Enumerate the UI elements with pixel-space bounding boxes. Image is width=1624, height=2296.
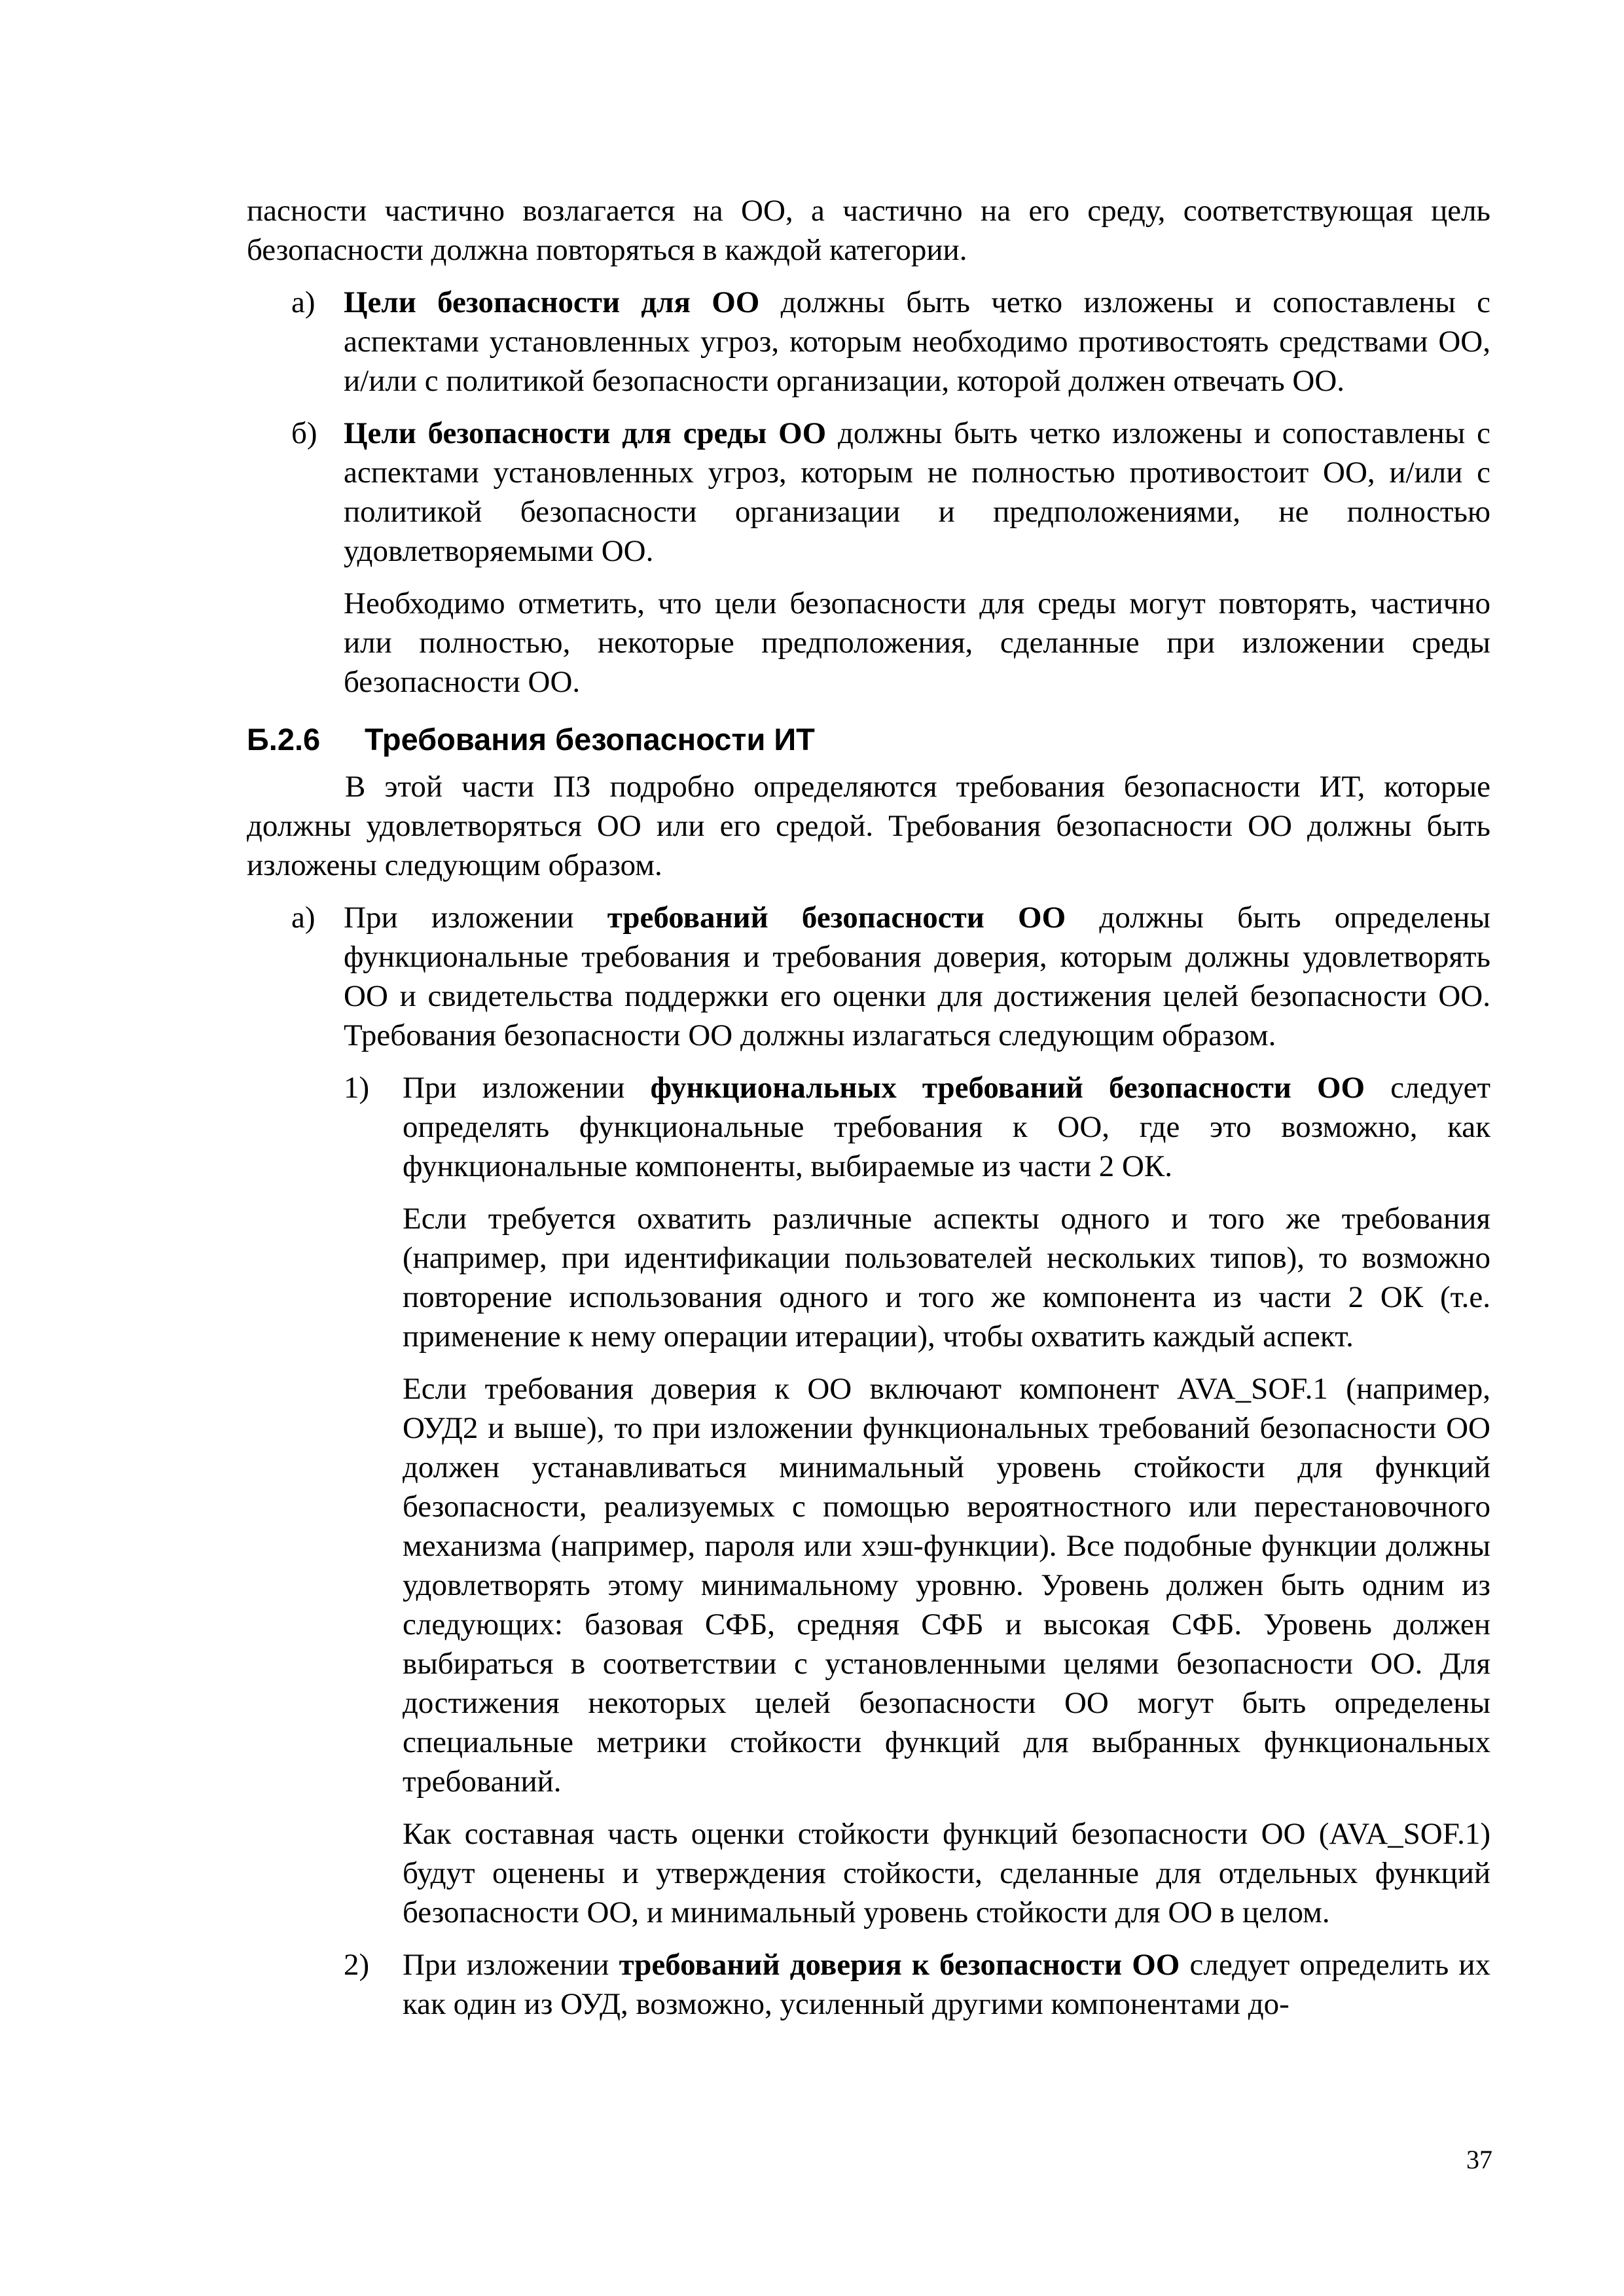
bold-term: требований доверия к безопасности ОО bbox=[619, 1948, 1180, 1982]
item-rest-text: должны быть четко изложены и сопоставлены с аспектами установленных угроз, которым не полностью противостоит ОО, и/или с политикой безопасности организации и предположениями, не полностью удовлетворяемыми ОО. bbox=[344, 416, 1491, 568]
page-content bbox=[247, 191, 1490, 2024]
list-item-text bbox=[344, 283, 1490, 401]
sub-list-marker: 2) bbox=[344, 1948, 370, 1982]
list-item-text bbox=[344, 898, 1490, 1055]
bold-term: Цели безопасности для ОО bbox=[344, 285, 760, 319]
bold-term: требований безопасности ОО bbox=[607, 901, 1066, 935]
sub-paragraph-iteration: Если требуется охватить различные аспекты одного и того же требования (например, при идентификации пользователей нескольких типов), то возможно повторение использования одного и того же компонента из части 2 ОК (т.е. применение к нему операции итерации), чтобы охватить каждый аспект. bbox=[403, 1202, 1490, 1354]
item-pre-text: При изложении bbox=[403, 1071, 651, 1105]
section-number: Б.2.6 bbox=[247, 722, 321, 757]
sub-item-text bbox=[403, 1945, 1490, 2024]
item-rest-text: должны быть определены функциональные требования и требования доверия, которым должны удовлетворять ОО и свидетельства поддержки его оценки для достижения целей безопасности ОО. Требования безопасности ОО должны излагаться следующим образом. bbox=[344, 901, 1490, 1052]
sub-item-2-assurance bbox=[344, 1945, 1490, 2024]
list-item-a-objectives-toe bbox=[291, 283, 1490, 401]
list-item-b-objectives-environment bbox=[291, 414, 1490, 571]
sub-list-marker: 1) bbox=[344, 1071, 370, 1105]
sub-item-1-functional bbox=[344, 1068, 1490, 1186]
list-item-text bbox=[344, 414, 1490, 571]
item-rest-text: следует определить их как один из ОУД, возможно, усиленный другими компонентами до- bbox=[403, 1948, 1490, 2021]
page-number: 37 bbox=[1466, 2145, 1492, 2174]
sub-paragraph-sof: Если требования доверия к ОО включают компонент AVA_SOF.1 (например, ОУД2 и выше), то при изложении функциональных требований безопасности ОО должен устанавливаться минимальный уровень стойкости для функций безопасности, реализуемых с помощью вероятностного или перестановочного механизма (например, пароля или хэш-функции). Все подобные функции должны удовлетворять этому минимальному уровню. Уровень должен быть одним из следующих: базовая СФБ, средняя СФБ и высокая СФБ. Уровень должен выбираться в соответствии с установленными целями безопасности ОО. Для достижения некоторых целей безопасности ОО могут быть определены специальные метрики стойкости функций для выбранных функциональных требований. bbox=[403, 1372, 1490, 1799]
list-item-a-requirements bbox=[291, 898, 1490, 1055]
sub-paragraph-evaluation: Как составная часть оценки стойкости функций безопасности ОО (AVA_SOF.1) будут оценены и утверждения стойкости, сделанные для отдельных функций безопасности ОО, и минимальный уровень стойкости для ОО в целом. bbox=[403, 1817, 1490, 1929]
section-heading bbox=[247, 720, 1490, 759]
list-marker: а) bbox=[291, 901, 316, 935]
bold-term: Цели безопасности для среды ОО bbox=[344, 416, 827, 450]
section-intro-paragraph: В этой части ПЗ подробно определяются требования безопасности ИТ, которые должны удовлетворяться ОО или его средой. Требования безопасности ОО должны быть изложены следующим образом. bbox=[247, 770, 1490, 882]
list-marker: б) bbox=[291, 416, 317, 450]
note-paragraph: Необходимо отметить, что цели безопасности для среды могут повторять, частично или полностью, некоторые предположения, сделанные при изложении среды безопасности ОО. bbox=[344, 586, 1490, 699]
bold-term: функциональных требований безопасности ОО bbox=[650, 1071, 1365, 1105]
item-pre-text: При изложении bbox=[403, 1948, 619, 1982]
item-pre-text: При изложении bbox=[344, 901, 607, 935]
intro-paragraph: пасности частично возлагается на ОО, а частично на его среду, соответствующая цель безопасности должна повторяться в каждой категории. bbox=[247, 194, 1490, 267]
list-marker: а) bbox=[291, 285, 316, 319]
sub-item-text bbox=[403, 1068, 1490, 1186]
item-rest-text: должны быть четко изложены и сопоставлены с аспектами установленных угроз, которым необходимо противостоять средствами ОО, и/или с политикой безопасности организации, которой должен отвечать ОО. bbox=[344, 285, 1490, 398]
item-rest-text: следует определять функциональные требования к ОО, где это возможно, как функциональные компоненты, выбираемые из части 2 ОК. bbox=[403, 1071, 1491, 1183]
section-title: Требования безопасности ИТ bbox=[365, 722, 815, 757]
